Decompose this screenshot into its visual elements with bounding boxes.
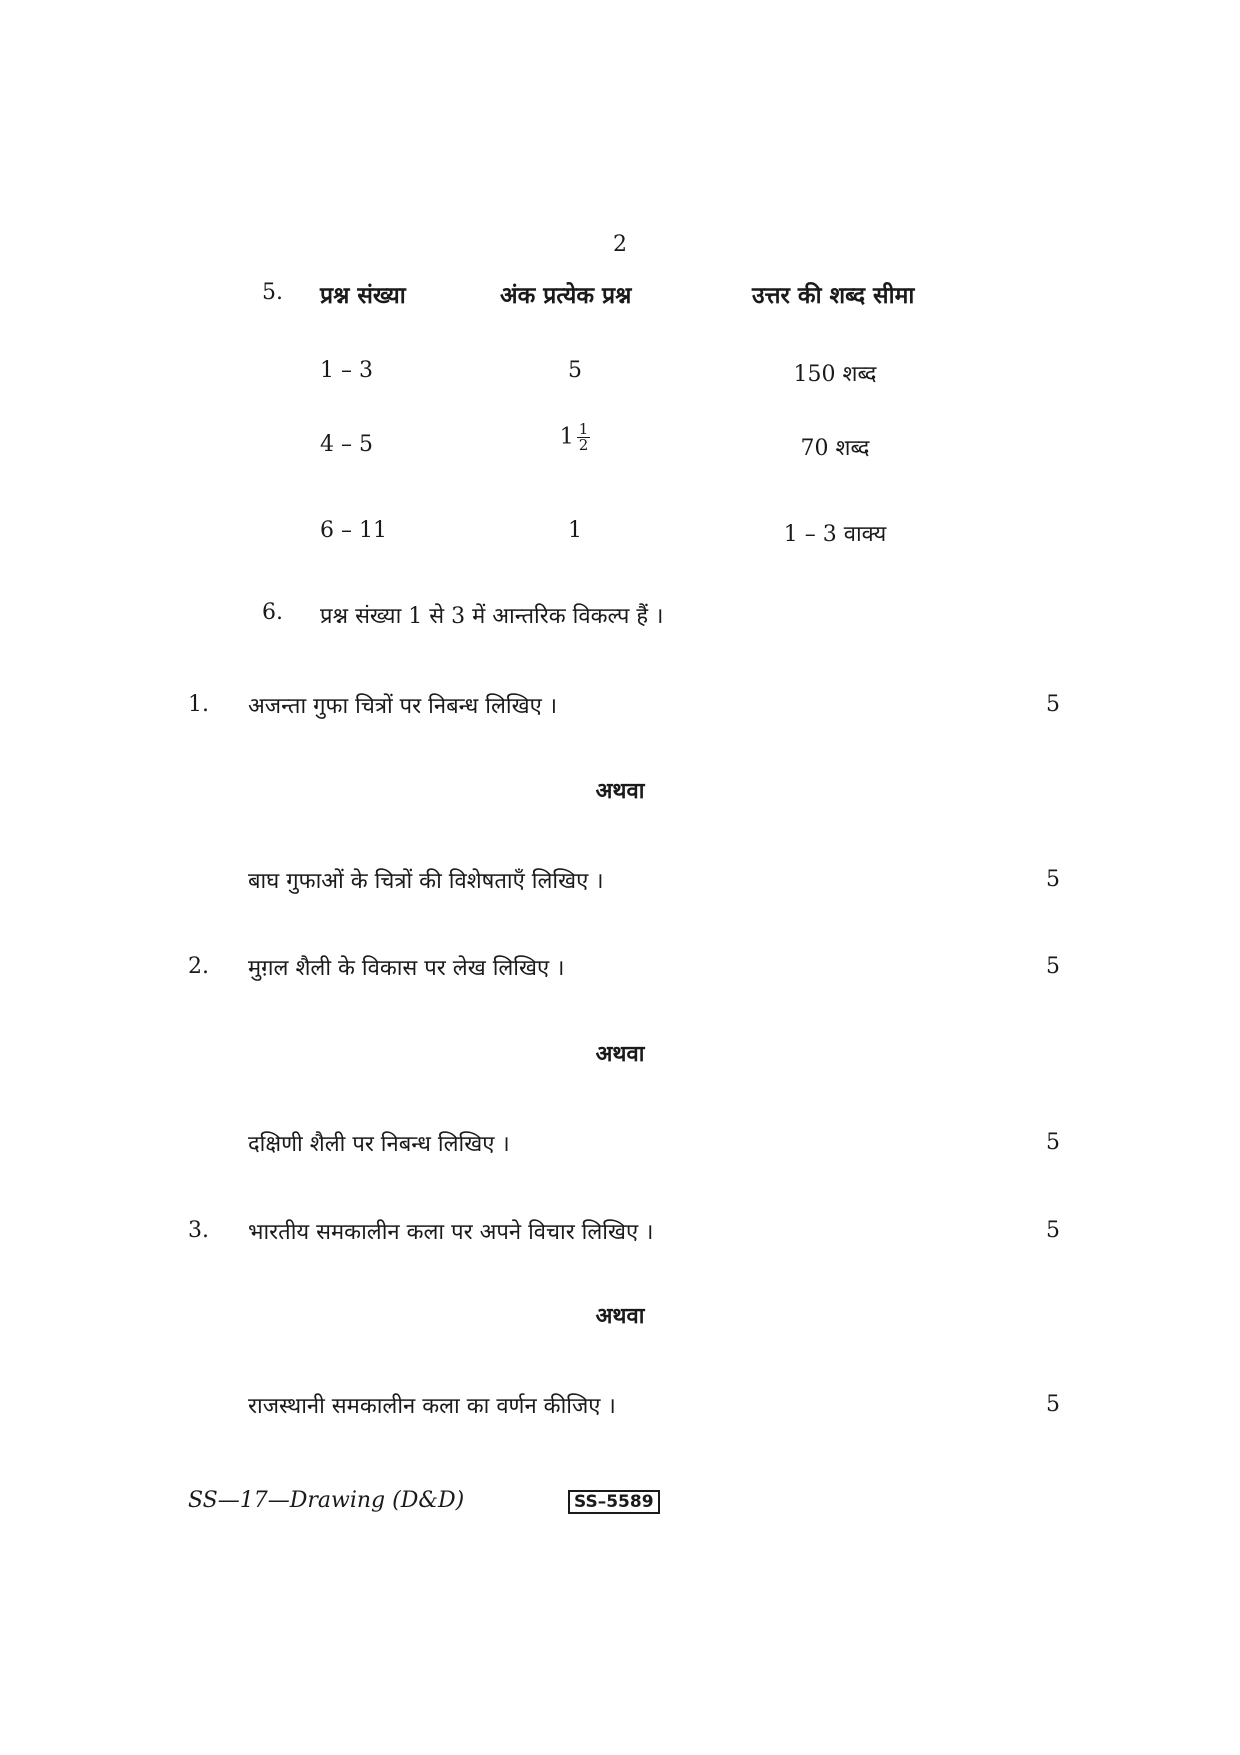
table-cell-marks-fraction (500, 422, 650, 453)
alternative-question-text: राजस्थानी समकालीन कला का वर्णन कीजिए । (248, 1394, 616, 1419)
table-cell-limit: 150 शब्द (793, 362, 877, 387)
alternative-question-text: बाघ गुफाओं के चित्रों की विशेषताएँ लिखिए । (248, 869, 604, 894)
header-word-limit: उत्तर की शब्द सीमा (752, 282, 915, 309)
or-label: अथवा (595, 1041, 645, 1067)
instruction-number: 5. (262, 280, 283, 305)
fraction-denominator: 2 (578, 436, 589, 454)
question-number: 2. (188, 954, 209, 979)
question-marks: 5 (1046, 1392, 1060, 1417)
alternative-question-text: दक्षिणी शैली पर निबन्ध लिखिए । (248, 1132, 510, 1157)
fraction (577, 422, 591, 453)
question-marks: 5 (1046, 692, 1060, 717)
question-text: अजन्ता गुफा चित्रों पर निबन्ध लिखिए । (248, 694, 558, 719)
question-text: मुग़ल शैली के विकास पर लेख लिखिए । (248, 956, 565, 981)
table-cell-range: 4 – 5 (320, 432, 373, 457)
footer-paper-code: SS–5589 (568, 1490, 660, 1514)
table-cell-range: 1 – 3 (320, 358, 373, 383)
question-number: 1. (188, 692, 209, 717)
fraction-numerator: 1 (578, 420, 589, 438)
question-marks: 5 (1046, 1130, 1060, 1155)
question-marks: 5 (1046, 954, 1060, 979)
question-marks: 5 (1046, 867, 1060, 892)
question-marks: 5 (1046, 1218, 1060, 1243)
or-label: अथवा (595, 1303, 645, 1329)
table-cell-limit: 70 शब्द (800, 436, 870, 461)
or-label: अथवा (595, 778, 645, 804)
question-number: 3. (188, 1218, 209, 1243)
table-cell-range: 6 – 11 (320, 518, 387, 543)
footer-paper-title: SS—17—Drawing (D&D) (188, 1488, 465, 1513)
table-cell-limit: 1 – 3 वाक्य (783, 522, 887, 547)
table-cell-marks: 1 (568, 518, 582, 543)
fraction-whole: 1 (559, 424, 574, 450)
instruction-number: 6. (262, 600, 283, 625)
header-marks-each: अंक प्रत्येक प्रश्न (500, 282, 632, 309)
header-question-number: प्रश्न संख्या (320, 282, 406, 309)
page-number: 2 (613, 232, 627, 257)
table-cell-marks: 5 (568, 358, 582, 383)
instruction-text: प्रश्न संख्या 1 से 3 में आन्तरिक विकल्प हैं । (320, 604, 664, 629)
question-text: भारतीय समकालीन कला पर अपने विचार लिखिए । (248, 1220, 654, 1245)
